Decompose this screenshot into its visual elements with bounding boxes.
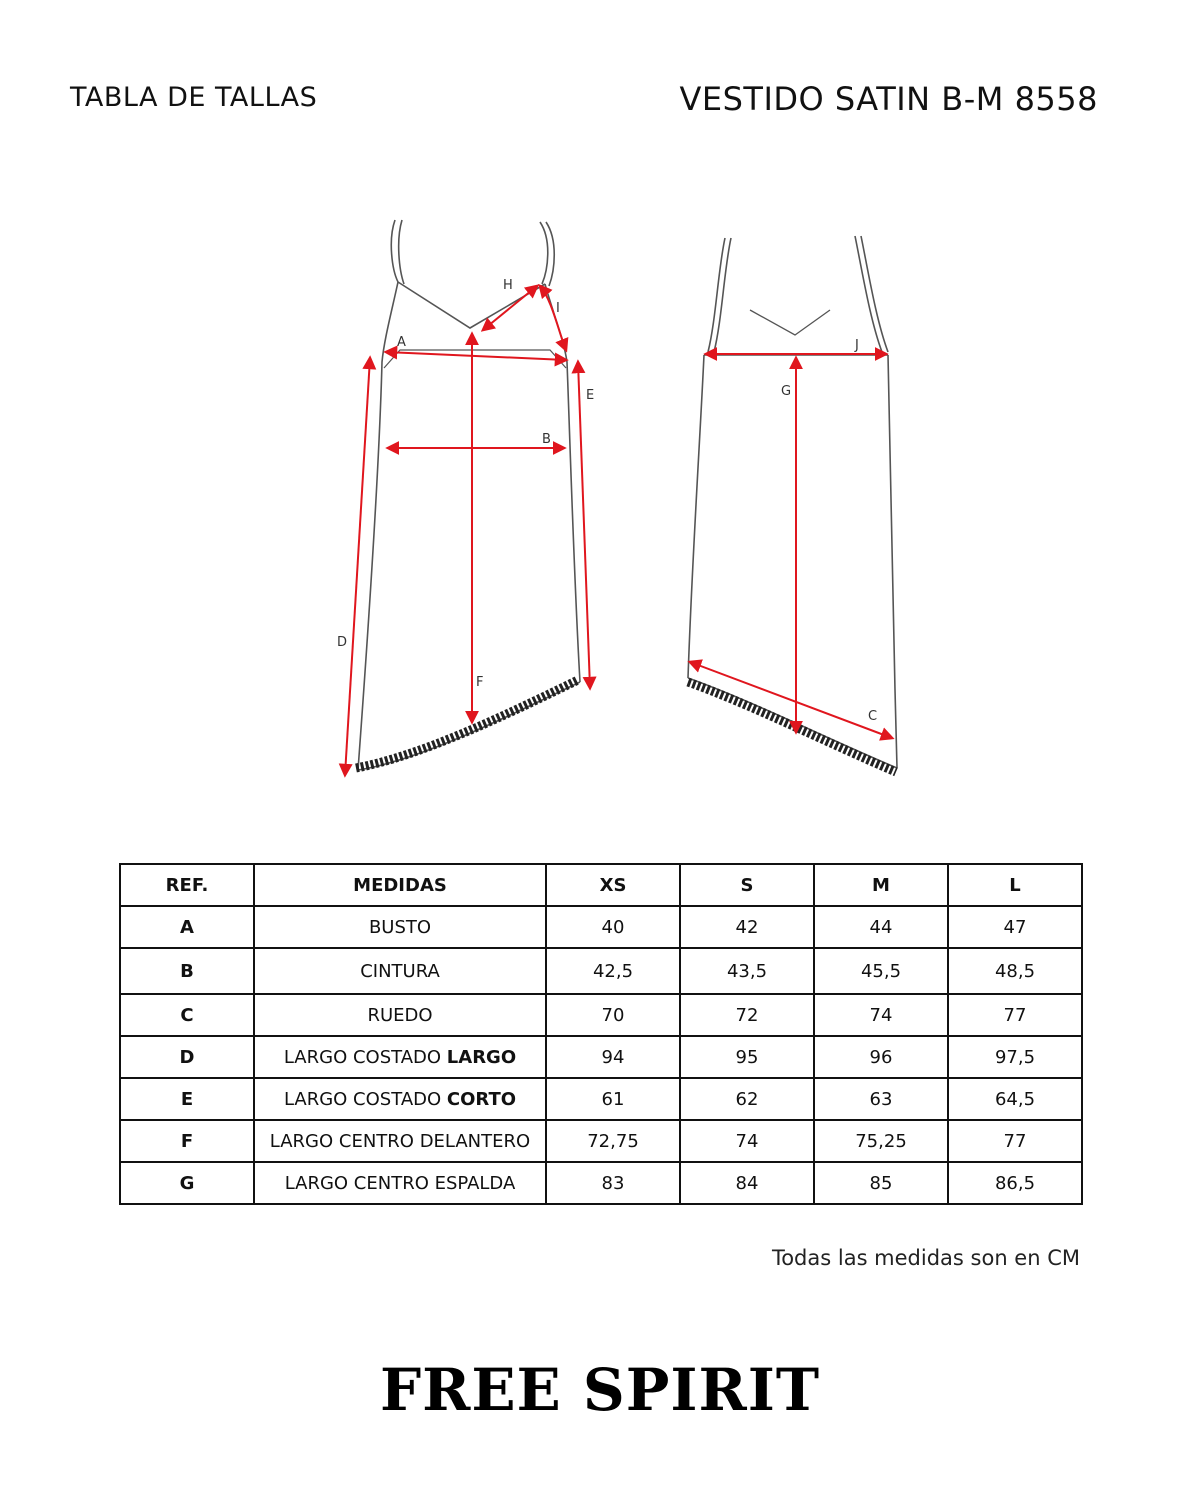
ref-cell: A [120,906,254,948]
value-cell: 45,5 [814,948,948,994]
size-table [119,863,1083,1205]
value-cell: 42 [680,906,814,948]
table-row [120,906,1082,948]
ref-cell: G [120,1162,254,1204]
header-xs: XS [546,864,680,906]
ref-cell: B [120,948,254,994]
size-chart-title: TABLA DE TALLAS [70,82,318,113]
label-e: E [586,388,595,403]
label-g: G [781,384,792,399]
label-a: A [397,335,406,350]
value-cell: 75,25 [814,1120,948,1162]
value-cell: 72 [680,994,814,1036]
value-cell: 40 [546,906,680,948]
header-ref: REF. [120,864,254,906]
value-cell: 96 [814,1036,948,1078]
front-dress-outline [358,220,580,770]
brand-logo: FREE SPIRIT [379,1356,821,1424]
table-row [120,994,1082,1036]
value-cell: 84 [680,1162,814,1204]
back-dress-outline [688,236,897,768]
value-cell: 95 [680,1036,814,1078]
table-row [120,1078,1082,1120]
value-cell: 72,75 [546,1120,680,1162]
value-cell: 70 [546,994,680,1036]
units-note: Todas las medidas son en CM [771,1246,1080,1270]
ref-cell: F [120,1120,254,1162]
table-row [120,948,1082,994]
table-row [120,1120,1082,1162]
value-cell: 47 [948,906,1082,948]
value-cell: 94 [546,1036,680,1078]
value-cell: 62 [680,1078,814,1120]
value-cell: 44 [814,906,948,948]
label-c: C [868,709,878,724]
table-row [120,1162,1082,1204]
value-cell: 64,5 [948,1078,1082,1120]
dress-measurement-diagram [0,200,1200,800]
table-row [120,1036,1082,1078]
value-cell: 63 [814,1078,948,1120]
value-cell: 42,5 [546,948,680,994]
value-cell: 48,5 [948,948,1082,994]
value-cell: 77 [948,994,1082,1036]
measure-cell: LARGO CENTRO ESPALDA [254,1162,546,1204]
label-f: F [476,675,484,690]
measure-cell: RUEDO [254,994,546,1036]
product-title: VESTIDO SATIN B-M 8558 [679,80,1098,118]
measure-cell: CINTURA [254,948,546,994]
value-cell: 74 [814,994,948,1036]
arrow-i [540,286,566,350]
value-cell: 77 [948,1120,1082,1162]
value-cell: 85 [814,1162,948,1204]
value-cell: 43,5 [680,948,814,994]
ref-cell: D [120,1036,254,1078]
measurement-arrows [345,286,892,775]
header-medidas: MEDIDAS [254,864,546,906]
header-s: S [680,864,814,906]
header-m: M [814,864,948,906]
label-h: H [503,278,513,293]
ref-cell: E [120,1078,254,1120]
label-d: D [337,635,348,650]
header-l: L [948,864,1082,906]
value-cell: 97,5 [948,1036,1082,1078]
label-j: J [855,338,859,353]
value-cell: 74 [680,1120,814,1162]
arrow-e [578,362,590,688]
measure-cell: LARGO COSTADO CORTO [254,1078,546,1120]
measure-cell: LARGO CENTRO DELANTERO [254,1120,546,1162]
front-lace-hem [356,680,578,768]
label-i: I [556,301,560,316]
value-cell: 86,5 [948,1162,1082,1204]
value-cell: 61 [546,1078,680,1120]
ref-cell: C [120,994,254,1036]
label-b: B [542,432,551,447]
table-header-row [120,864,1082,906]
value-cell: 83 [546,1162,680,1204]
measure-cell: LARGO COSTADO LARGO [254,1036,546,1078]
measure-cell: BUSTO [254,906,546,948]
arrow-a [386,352,566,360]
arrow-d [345,358,370,775]
